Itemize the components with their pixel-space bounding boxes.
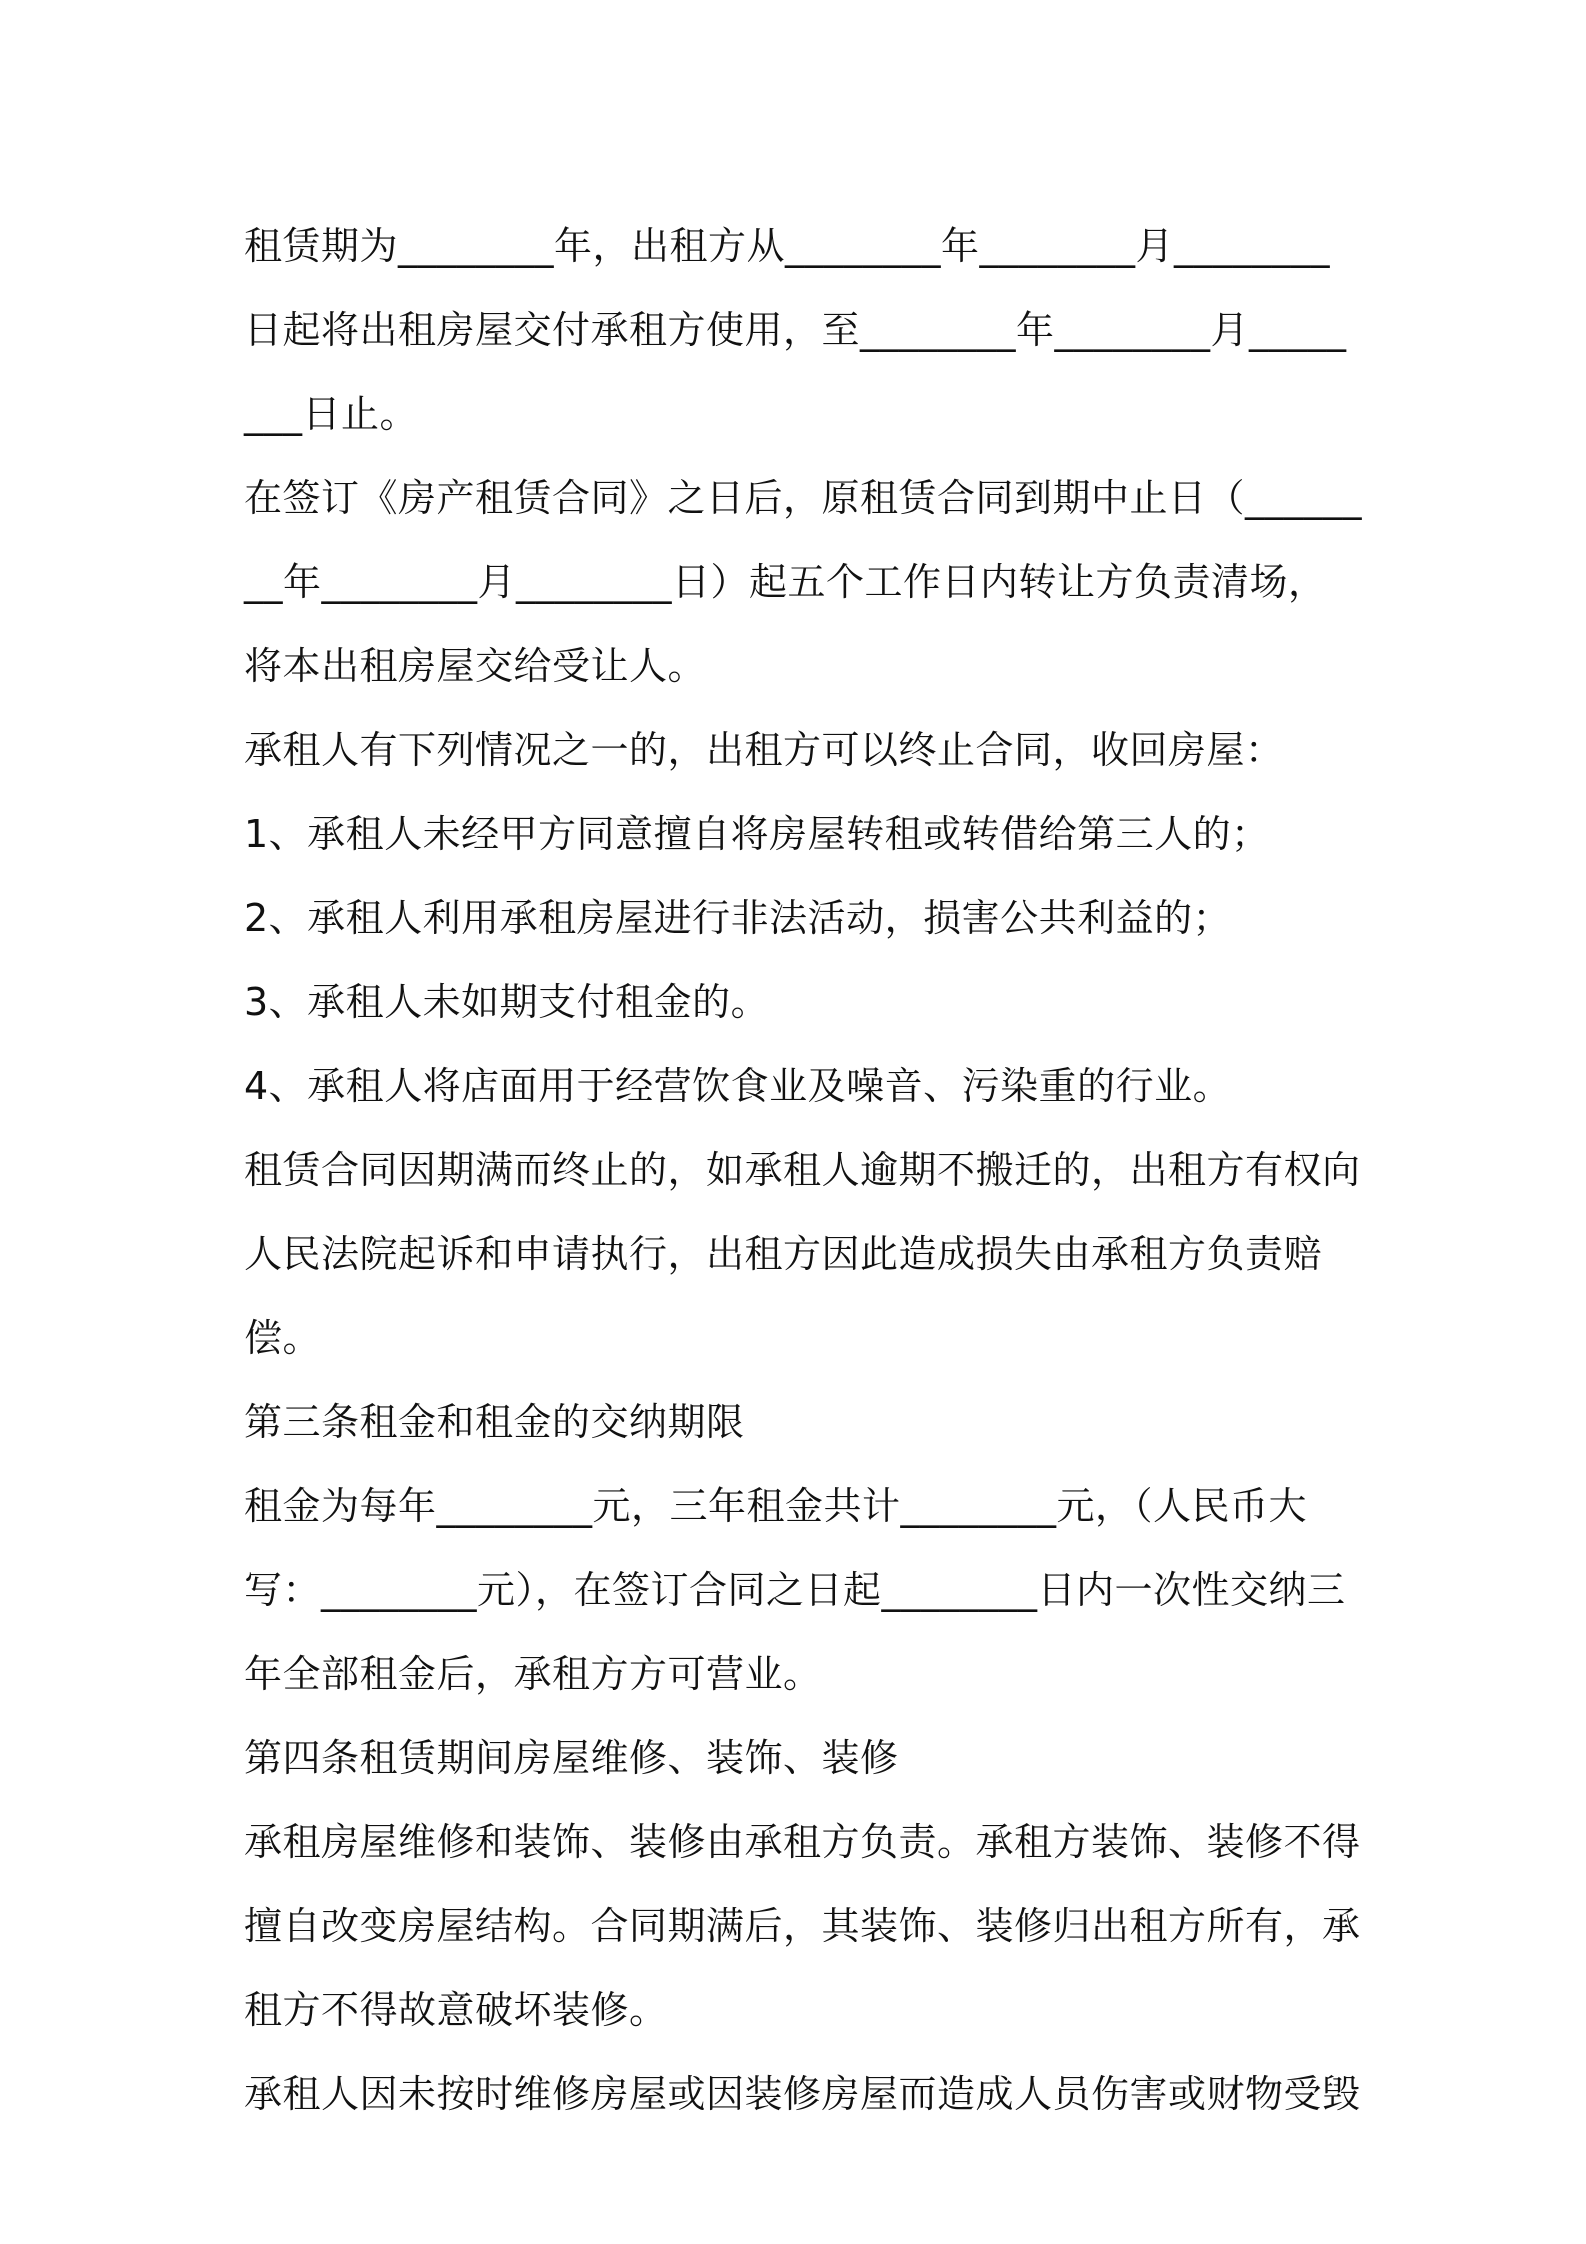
paragraph-maintenance: 承租房屋维修和装饰、装修由承租方负责。承租方装饰、装修不得擅自改变房屋结构。合同期满后，其装饰、装修归出租方所有，承租方不得故意破坏装修。 [244, 1820, 1361, 2032]
list-item-termination-2: 2、承租人利用承租房屋进行非法活动，损害公共利益的； [244, 896, 1232, 940]
paragraph-termination-intro: 承租人有下列情况之一的，出租方可以终止合同，收回房屋： [244, 728, 1284, 772]
paragraph-rent: 租金为每年________元，三年租金共计________元，（人民币大写：________元），在签订合同之日起________日内一次性交纳三年全部租金后，承租方方可营业。 [244, 1484, 1346, 1696]
paragraph-expiry: 租赁合同因期满而终止的，如承租人逾期不搬迁的，出租方有权向人民法院起诉和申请执行，出租方因此造成损失由承租方负责赔偿。 [244, 1148, 1361, 1360]
section-heading-rent: 第三条租金和租金的交纳期限 [244, 1400, 745, 1444]
paragraph-lease-term: 租赁期为________年，出租方从________年________月________日起将出租房屋交付承租方使用，至________年________月________日止。 [244, 224, 1347, 436]
list-item-termination-3: 3、承租人未如期支付租金的。 [244, 980, 770, 1024]
list-item-termination-4: 4、承租人将店面用于经营饮食业及噪音、污染重的行业。 [244, 1064, 1232, 1108]
paragraph-handover: 在签订《房产租赁合同》之日后，原租赁合同到期中止日（________年________月________日）起五个工作日内转让方负责清场，将本出租房屋交给受让人。 [244, 476, 1363, 688]
document-body [244, 204, 1364, 2136]
section-heading-maintenance: 第四条租赁期间房屋维修、装饰、装修 [244, 1736, 899, 1780]
list-item-termination-1: 1、承租人未经甲方同意擅自将房屋转租或转借给第三人的； [244, 812, 1270, 856]
paragraph-liability: 承租人因未按时维修房屋或因装修房屋而造成人员伤害或财物受毁 [244, 2072, 1361, 2116]
